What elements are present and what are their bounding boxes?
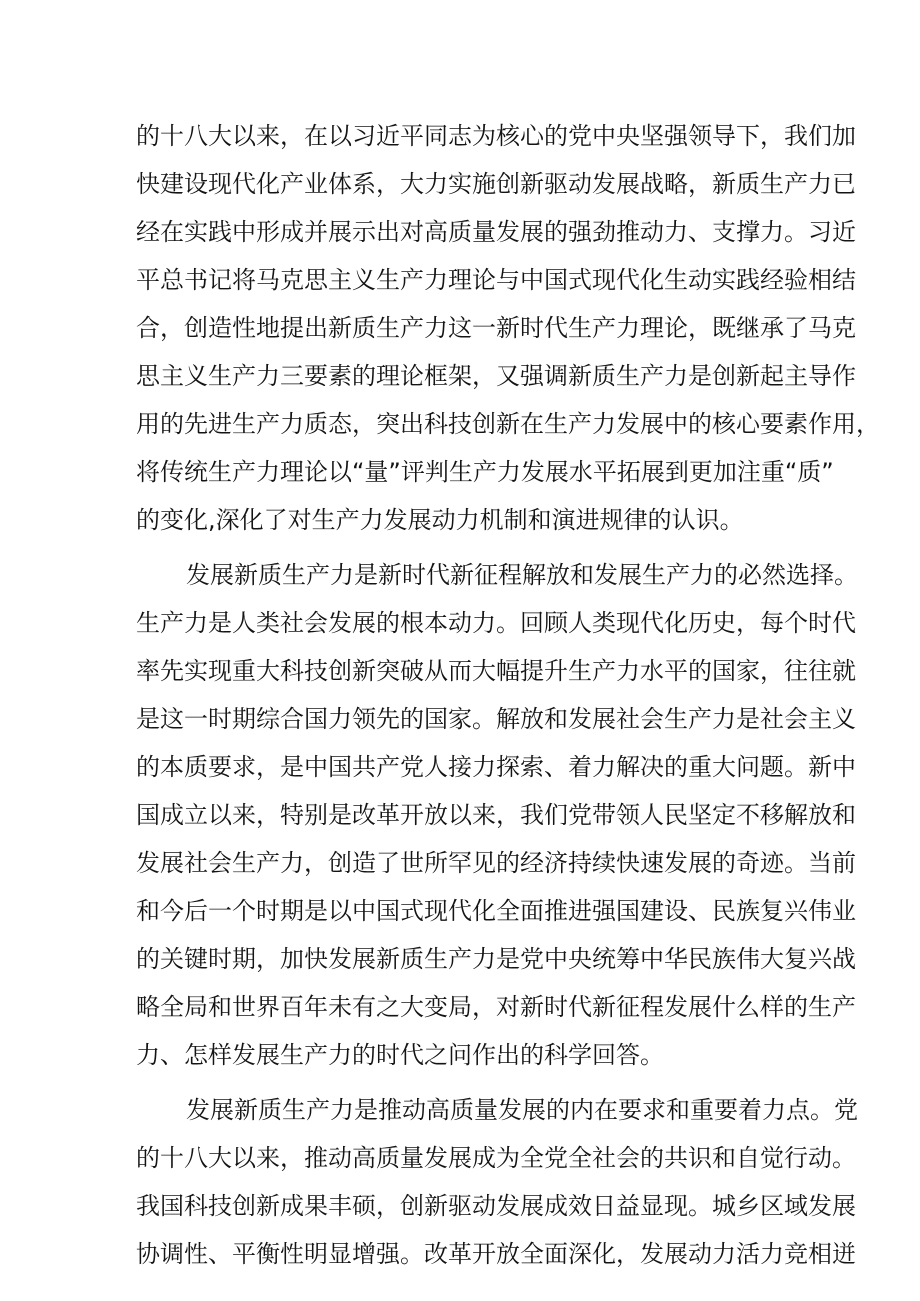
- paragraph-1-line-8: 将传统生产力理论以“量”评判生产力发展水平拓展到更加注重“质”: [136, 458, 834, 486]
- paragraph-2-line-6: 国成立以来，特别是改革开放以来，我们党带领人民坚定不移解放和: [136, 801, 856, 829]
- paragraph-2-line-9: 的关键时期，加快发展新质生产力是党中央统筹中华民族伟大复兴战: [136, 945, 856, 973]
- paragraph-2-line-3: 率先实现重大科技创新突破从而大幅提升生产力水平的国家，往往就: [136, 657, 856, 685]
- paragraph-3-line-3: 我国科技创新成果丰硕，创新驱动发展成效日益显现。城乡区域发展: [136, 1192, 856, 1220]
- paragraph-2-line-2: 生产力是人类社会发展的根本动力。回顾人类现代化历史，每个时代: [136, 609, 856, 637]
- paragraph-2-line-5: 的本质要求，是中国共产党人接力探索、着力解决的重大问题。新中: [136, 753, 856, 781]
- paragraph-1-line-5: 合，创造性地提出新质生产力这一新时代生产力理论，既继承了马克: [136, 314, 856, 342]
- paragraph-1-line-9: 的变化,深化了对生产力发展动力机制和演进规律的认识。: [136, 506, 744, 534]
- paragraph-1-line-3: 经在实践中形成并展示出对高质量发展的强劲推动力、支撑力。习近: [136, 218, 856, 246]
- paragraph-1-line-6: 思主义生产力三要素的理论框架，又强调新质生产力是创新起主导作: [136, 362, 856, 390]
- paragraph-2-line-7: 发展社会生产力，创造了世所罕见的经济持续快速发展的奇迹。当前: [136, 849, 856, 877]
- paragraph-1-line-1: 的十八大以来，在以习近平同志为核心的党中央坚强领导下，我们加: [136, 122, 856, 150]
- paragraph-3-line-1: 发展新质生产力是推动高质量发展的内在要求和重要着力点。党: [186, 1096, 858, 1124]
- paragraph-1-line-7: 用的先进生产力质态，突出科技创新在生产力发展中的核心要素作用，: [136, 410, 880, 438]
- paragraph-1-line-4: 平总书记将马克思主义生产力理论与中国式现代化生动实践经验相结: [136, 266, 856, 294]
- paragraph-2-line-10: 略全局和世界百年未有之大变局，对新时代新征程发展什么样的生产: [136, 993, 856, 1021]
- paragraph-2-line-4: 是这一时期综合国力领先的国家。解放和发展社会生产力是社会主义: [136, 705, 856, 733]
- paragraph-2-line-1: 发展新质生产力是新时代新征程解放和发展生产力的必然选择。: [186, 561, 858, 589]
- paragraph-3-line-4: 协调性、平衡性明显增强。改革开放全面深化，发展动力活力竞相迸: [136, 1240, 856, 1268]
- paragraph-2-line-11: 力、怎样发展生产力的时代之问作出的科学回答。: [136, 1041, 664, 1069]
- paragraph-1-line-2: 快建设现代化产业体系，大力实施创新驱动发展战略，新质生产力已: [136, 170, 856, 198]
- paragraph-2-line-8: 和今后一个时期是以中国式现代化全面推进强国建设、民族复兴伟业: [136, 897, 856, 925]
- paragraph-3-line-2: 的十八大以来，推动高质量发展成为全党全社会的共识和自觉行动。: [136, 1144, 856, 1172]
